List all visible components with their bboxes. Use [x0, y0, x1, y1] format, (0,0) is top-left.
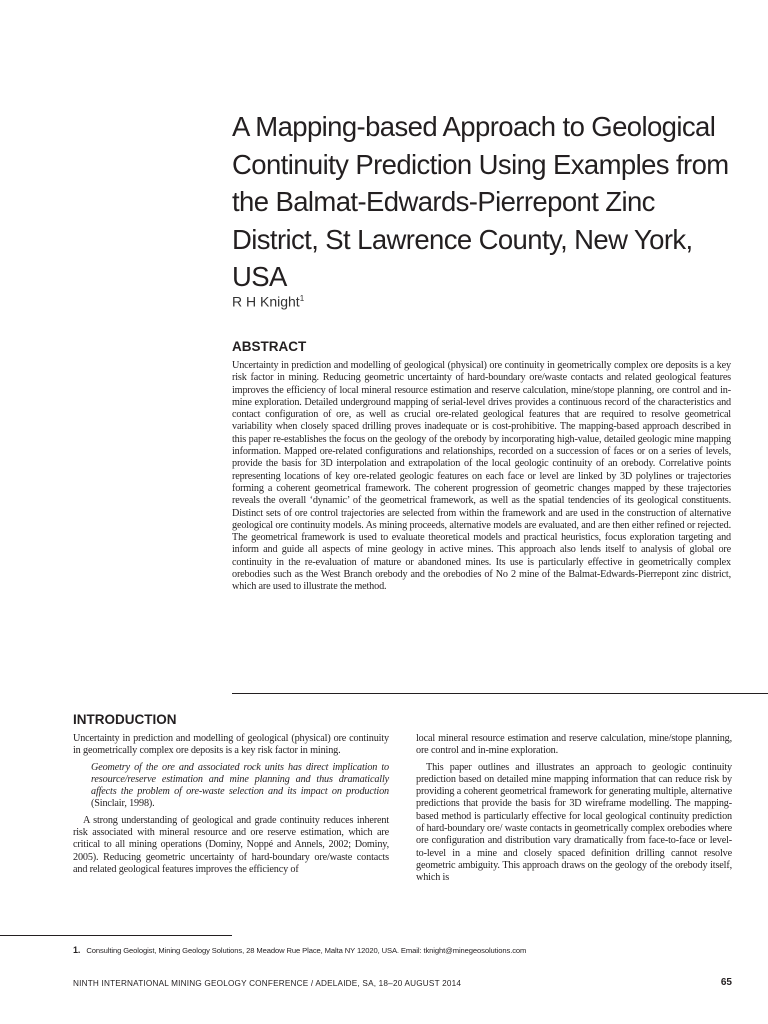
intro-quote-citation: (Sinclair, 1998).	[91, 798, 155, 810]
abstract-divider	[232, 693, 768, 694]
abstract-heading: ABSTRACT	[232, 339, 307, 354]
page-number: 65	[720, 977, 732, 988]
intro-quote	[91, 762, 389, 811]
abstract-text: Uncertainty in prediction and modelling of geological (physical) ore continuity in geometrically complex ore deposits is a key risk factor in mining. Reducing geometric uncertainty of hard-boundary ore/waste contacts and related geological features improves the efficiency of local mineral resource estimation and reserve calculation, mine/stope planning, ore control and in-mine exploration. Detailed underground mapping of serial-level drives provides a continuous record of the characteristics and contact configuration of ore, as well as crucial ore-related geological features that are required to resolve geometrical variability when closely spaced drilling proves inadequate or is cost-prohibitive. The mapping-based approach described in this paper re-establishes the focus on the geology of the orebody by incorporating high-value, detailed geologic mine mapping information. Mapped ore-related configurations and relationships, recorded on a succession of faces or on a series of levels, provide the basis for 3D interpolation and extrapolation of the local geologic continuity of an orebody. Correlative points representing locations of key ore-related geologic features on each face or level are linked by 3D polylines or trajectories forming a coherent geometrical framework. The coherent progression of geometric changes mapped by these trajectories reveals the overall ‘dynamic’ of the geometrical framework, as well as the spatial tendencies of its geological constituents. Distinct sets of ore control trajectories are selected from within the framework and are used in the construction of alternative geological ore continuity models. As mining proceeds, alternative models are evaluated, and are then either refined or rejected. The geometrical framework is used to evaluate theoretical models and practical heuristics, focus exploration targeting and inform and guide all aspects of mine geology in active mines. This approach also lends itself to analysis of global ore continuity in the re-evaluation of mature or abandoned mines. Its use is particularly effective in geometrically complex orebodies such as the West Branch orebody and the orebodies of No 2 mine of the Balmat-Edwards-Pierrepont zinc district, which are used to illustrate the method.	[232, 360, 731, 593]
footnote-number: 1.	[73, 945, 81, 955]
introduction-left-column	[73, 733, 389, 876]
paper-title: A Mapping-based Approach to Geological Continuity Prediction Using Examples from the Balmat-Edwards-Pierrepont Zinc District, St Lawrence County, New York, USA	[232, 111, 729, 292]
author-line	[232, 290, 304, 311]
author-name: R H Knight	[232, 293, 300, 310]
intro-paragraph-1: Uncertainty in prediction and modelling of geological (physical) ore continuity in geometrically complex ore deposits is a key risk factor in mining.	[73, 733, 389, 757]
footnote-divider	[0, 935, 232, 936]
intro-paragraph-3: local mineral resource estimation and reserve calculation, mine/stope planning, ore control and in-mine exploration.	[416, 733, 732, 757]
intro-paragraph-2: A strong understanding of geological and grade continuity reduces inherent risk associated with mineral resource and ore reserve estimation, which are critical to all mining operations (Dominy, Noppé and Annels, 2002; Dominy, 2005). Reducing geometric uncertainty of hard-boundary ore/waste contacts and related geological features improves the efficiency of	[73, 814, 389, 875]
footnote-text: Consulting Geologist, Mining Geology Solutions, 28 Meadow Rue Place, Malta NY 12020, USA. Email: tknight@minegeosolutions.com	[86, 946, 527, 955]
introduction-right-column	[416, 733, 732, 885]
footnote	[73, 945, 526, 955]
author-footnote-mark: 1	[299, 294, 305, 303]
intro-quote-text: Geometry of the ore and associated rock units has direct implication to resource/reserve estimation and mine planning and thus dramatically affects the problem of ore-waste selection and its impact on production	[91, 761, 389, 798]
conference-footer: NINTH INTERNATIONAL MINING GEOLOGY CONFERENCE / ADELAIDE, SA, 18–20 AUGUST 2014	[73, 979, 462, 988]
intro-paragraph-4: This paper outlines and illustrates an approach to geologic continuity prediction based on detailed mine mapping information that can reduce risk by providing a coherent geometrical framework for generating multiple, alternative predictions that provide the basis for 3D wireframe modelling. The mapping-based method is particularly effective for local geological continuity prediction of hard-boundary ore/ waste contacts in geometrically complex orebodies where ore configuration and distribution vary dramatically from face-to-face or level-to-level in a mine and closely spaced definition drilling cannot resolve geometric ambiguity. This approach draws on the geology of the orebody itself, which is	[416, 761, 732, 884]
introduction-heading: INTRODUCTION	[73, 712, 177, 727]
